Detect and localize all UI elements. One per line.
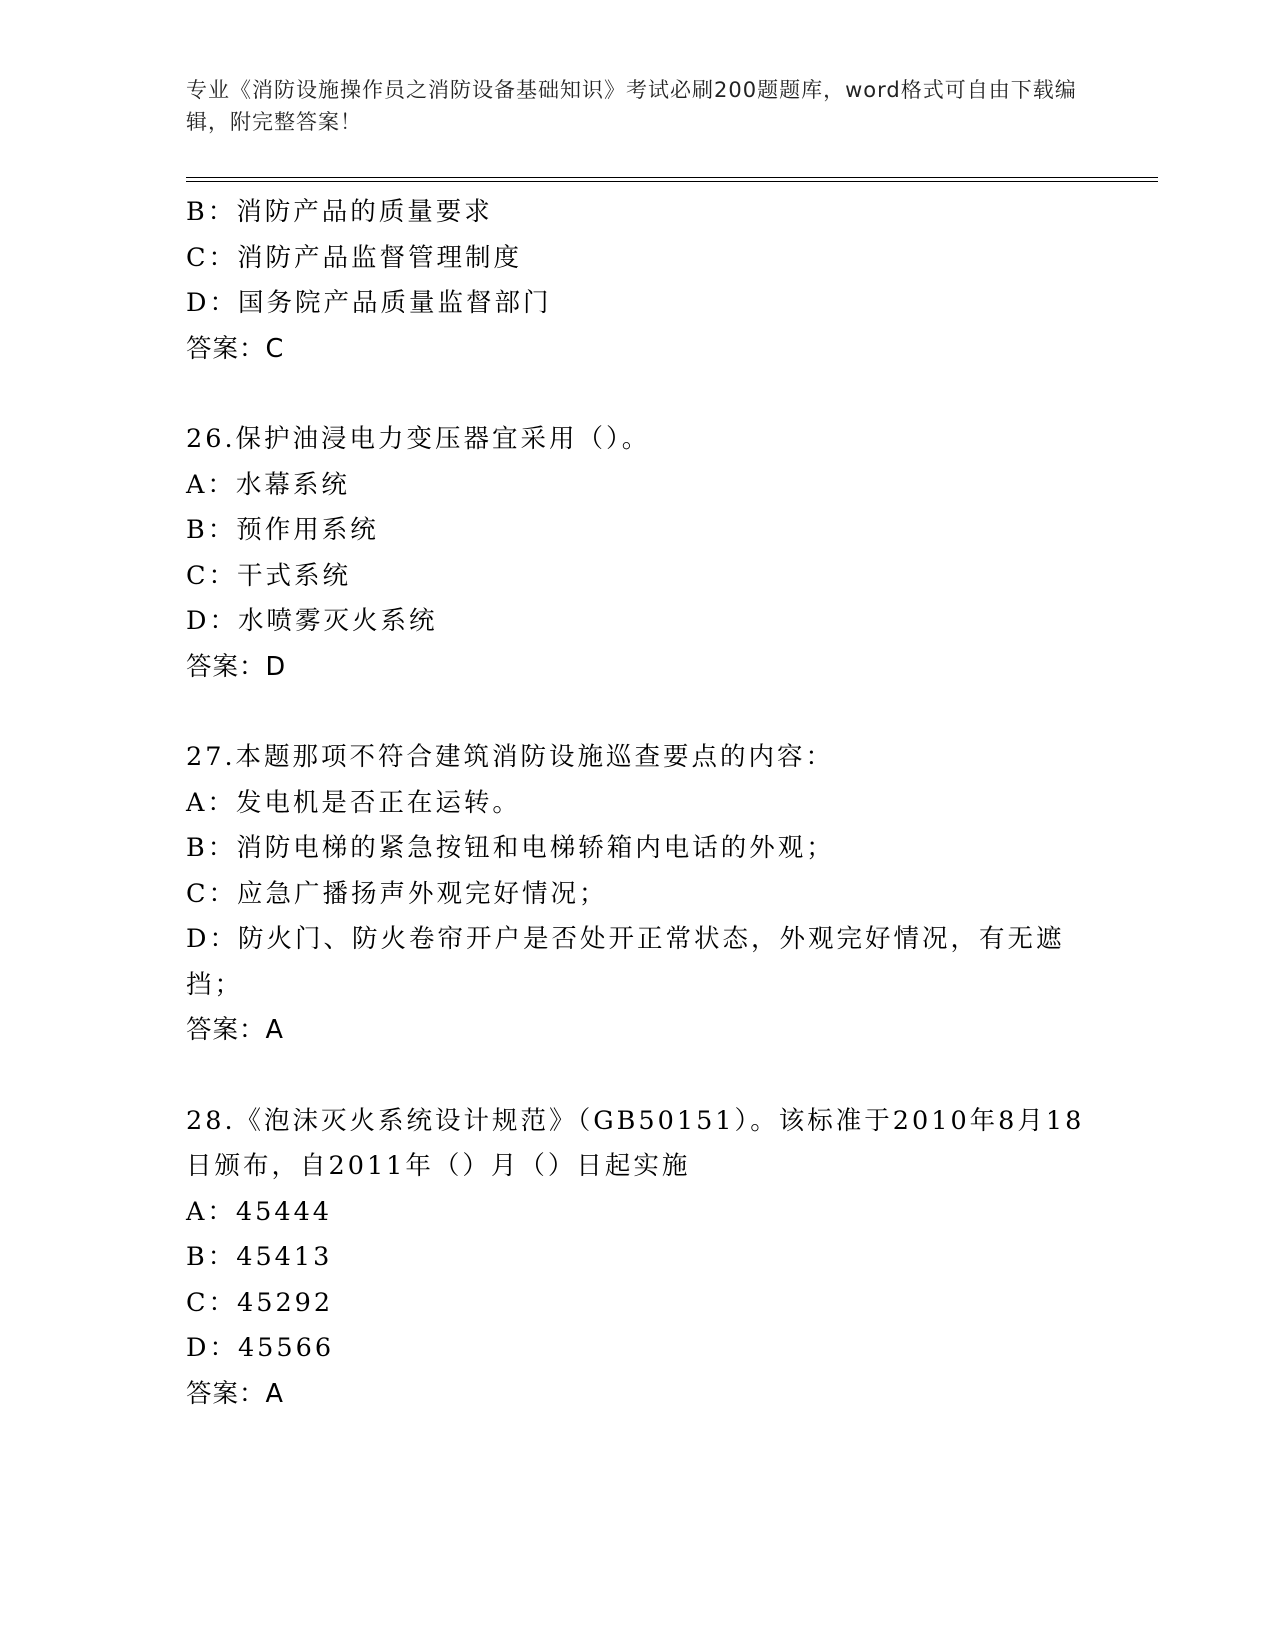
- option-a: A：水幕系统: [186, 469, 350, 500]
- document-body: [186, 190, 1086, 1417]
- option-d: D：45566: [186, 1333, 335, 1363]
- option-a: A：发电机是否正在运转。: [186, 787, 521, 818]
- option-c: C：干式系统: [186, 560, 352, 591]
- option-c: C：45292: [186, 1287, 334, 1318]
- question-text: 27.本题那项不符合建筑消防设施巡查要点的内容：: [186, 742, 835, 772]
- option-c: C：应急广播扬声外观完好情况；: [186, 878, 608, 909]
- question-27: [186, 735, 1086, 1054]
- option-d: D：水喷雾灭火系统: [186, 606, 438, 636]
- answer: 答案：C: [186, 333, 285, 364]
- document-header: [186, 74, 1086, 138]
- header-title: 专业《消防设施操作员之消防设备基础知识》考试必刷200题题库，word格式可自由下载编辑，附完整答案！: [186, 78, 1077, 134]
- spacer: [186, 372, 1086, 417]
- question-text: 28.《泡沫灭火系统设计规范》（GB50151）。该标准于2010年8月18日颁布，自2011年（）月（）日起实施: [186, 1105, 1085, 1181]
- answer: 答案：D: [186, 651, 287, 682]
- question-25-tail: [186, 190, 1086, 372]
- spacer: [186, 1054, 1086, 1099]
- option-b: B：45413: [186, 1242, 333, 1272]
- option-d: D：国务院产品质量监督部门: [186, 288, 552, 318]
- option-c: C：消防产品监督管理制度: [186, 242, 523, 273]
- option-d: D：防火门、防火卷帘开户是否处开正常状态，外观完好情况，有无遮挡；: [186, 924, 1065, 1000]
- header-divider: [186, 177, 1158, 182]
- option-a: A：45444: [186, 1196, 333, 1227]
- spacer: [186, 690, 1086, 735]
- option-b: B：预作用系统: [186, 515, 379, 545]
- option-b: B：消防电梯的紧急按钮和电梯轿箱内电话的外观；: [186, 833, 835, 863]
- answer: 答案：A: [186, 1015, 284, 1045]
- option-b: B：消防产品的质量要求: [186, 197, 493, 227]
- question-28: [186, 1099, 1086, 1418]
- answer: 答案：A: [186, 1378, 284, 1409]
- question-26: [186, 417, 1086, 690]
- question-text: 26.保护油浸电力变压器宜采用（）。: [186, 424, 651, 454]
